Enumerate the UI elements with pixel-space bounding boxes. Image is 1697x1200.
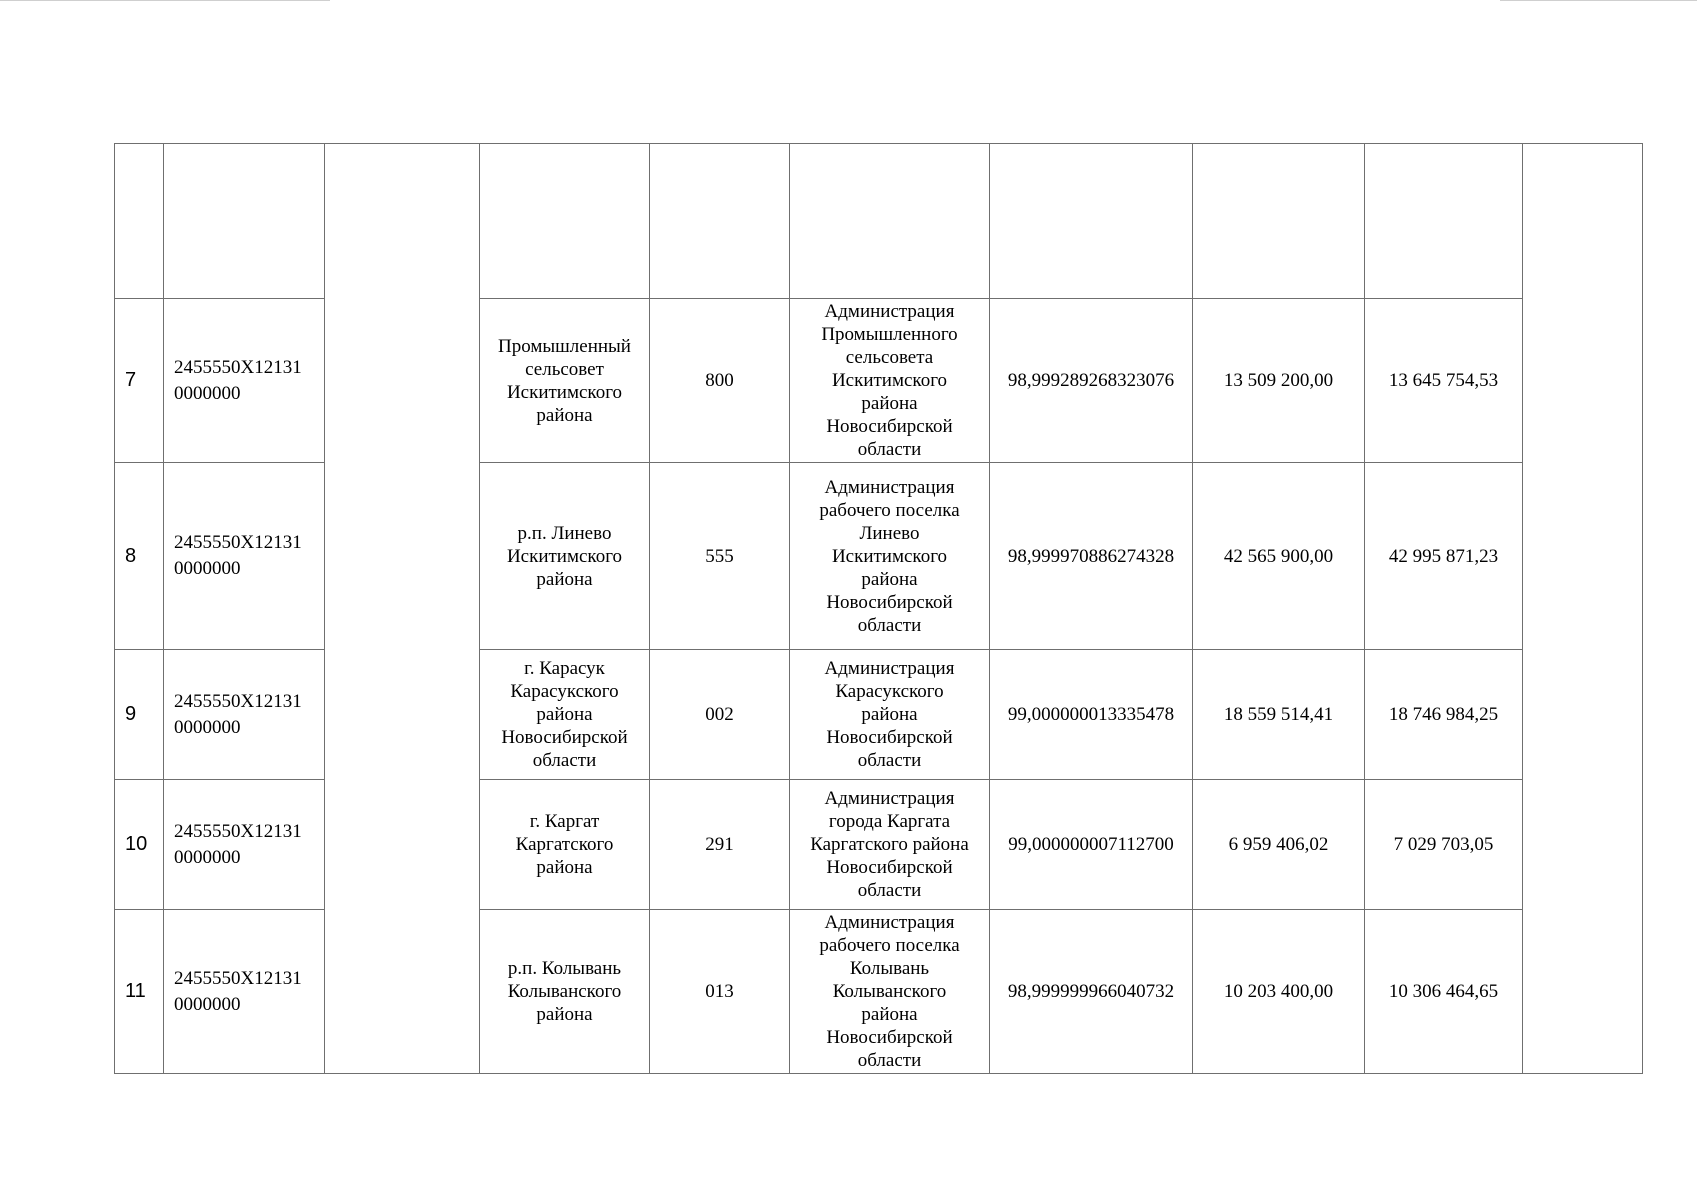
- subsidy-amount: 10 203 400,00: [1193, 910, 1365, 1074]
- administration-name: Администрация Промышленного сельсовета Искитимского района Новосибирской области: [790, 299, 990, 463]
- municipality-name: г. Карасук Карасукского района Новосибирской области: [480, 650, 650, 780]
- administration-name: Администрация города Каргата Каргатского района Новосибирской области: [790, 780, 990, 910]
- administration-name: Администрация Карасукского района Новосибирской области: [790, 650, 990, 780]
- merged-column-cell: [325, 144, 480, 1074]
- table-cell: [115, 144, 164, 299]
- budget-distribution-table: [114, 143, 1643, 1074]
- classification-code: 2455550X12131 0000000: [164, 463, 325, 650]
- classification-code: 2455550X12131 0000000: [164, 780, 325, 910]
- subsidy-amount: 18 559 514,41: [1193, 650, 1365, 780]
- grbs-code: 800: [650, 299, 790, 463]
- administration-name: Администрация рабочего поселка Колывань Колыванского района Новосибирской области: [790, 910, 990, 1074]
- table-cell: [650, 144, 790, 299]
- merged-last-column-cell: [1523, 144, 1643, 1074]
- row-number: 7: [115, 299, 164, 463]
- municipality-name: г. Каргат Каргатского района: [480, 780, 650, 910]
- grbs-code: 555: [650, 463, 790, 650]
- page-top-edge-right: [1500, 0, 1697, 1]
- row-number: 10: [115, 780, 164, 910]
- classification-code: 2455550X12131 0000000: [164, 910, 325, 1074]
- municipality-name: Промышленный сельсовет Искитимского района: [480, 299, 650, 463]
- co-financing-percent: 99,000000013335478: [990, 650, 1193, 780]
- table-cell: [790, 144, 990, 299]
- classification-code: 2455550X12131 0000000: [164, 299, 325, 463]
- total-amount: 42 995 871,23: [1365, 463, 1523, 650]
- table-cell: [990, 144, 1193, 299]
- co-financing-percent: 98,999970886274328: [990, 463, 1193, 650]
- page-top-edge-left: [0, 0, 330, 1]
- row-number: 11: [115, 910, 164, 1074]
- municipality-name: р.п. Линево Искитимского района: [480, 463, 650, 650]
- grbs-code: 002: [650, 650, 790, 780]
- co-financing-percent: 98,999999966040732: [990, 910, 1193, 1074]
- grbs-code: 291: [650, 780, 790, 910]
- subsidy-amount: 6 959 406,02: [1193, 780, 1365, 910]
- table-cell: [1193, 144, 1365, 299]
- total-amount: 18 746 984,25: [1365, 650, 1523, 780]
- total-amount: 10 306 464,65: [1365, 910, 1523, 1074]
- administration-name: Администрация рабочего поселка Линево Искитимского района Новосибирской области: [790, 463, 990, 650]
- grbs-code: 013: [650, 910, 790, 1074]
- row-number: 9: [115, 650, 164, 780]
- table-cell: [480, 144, 650, 299]
- subsidy-amount: 13 509 200,00: [1193, 299, 1365, 463]
- table-cell: [164, 144, 325, 299]
- total-amount: 13 645 754,53: [1365, 299, 1523, 463]
- total-amount: 7 029 703,05: [1365, 780, 1523, 910]
- row-number: 8: [115, 463, 164, 650]
- table-cell: [1365, 144, 1523, 299]
- co-financing-percent: 99,000000007112700: [990, 780, 1193, 910]
- municipality-name: р.п. Колывань Колыванского района: [480, 910, 650, 1074]
- table-top-row: [115, 144, 1643, 299]
- subsidy-amount: 42 565 900,00: [1193, 463, 1365, 650]
- classification-code: 2455550X12131 0000000: [164, 650, 325, 780]
- co-financing-percent: 98,999289268323076: [990, 299, 1193, 463]
